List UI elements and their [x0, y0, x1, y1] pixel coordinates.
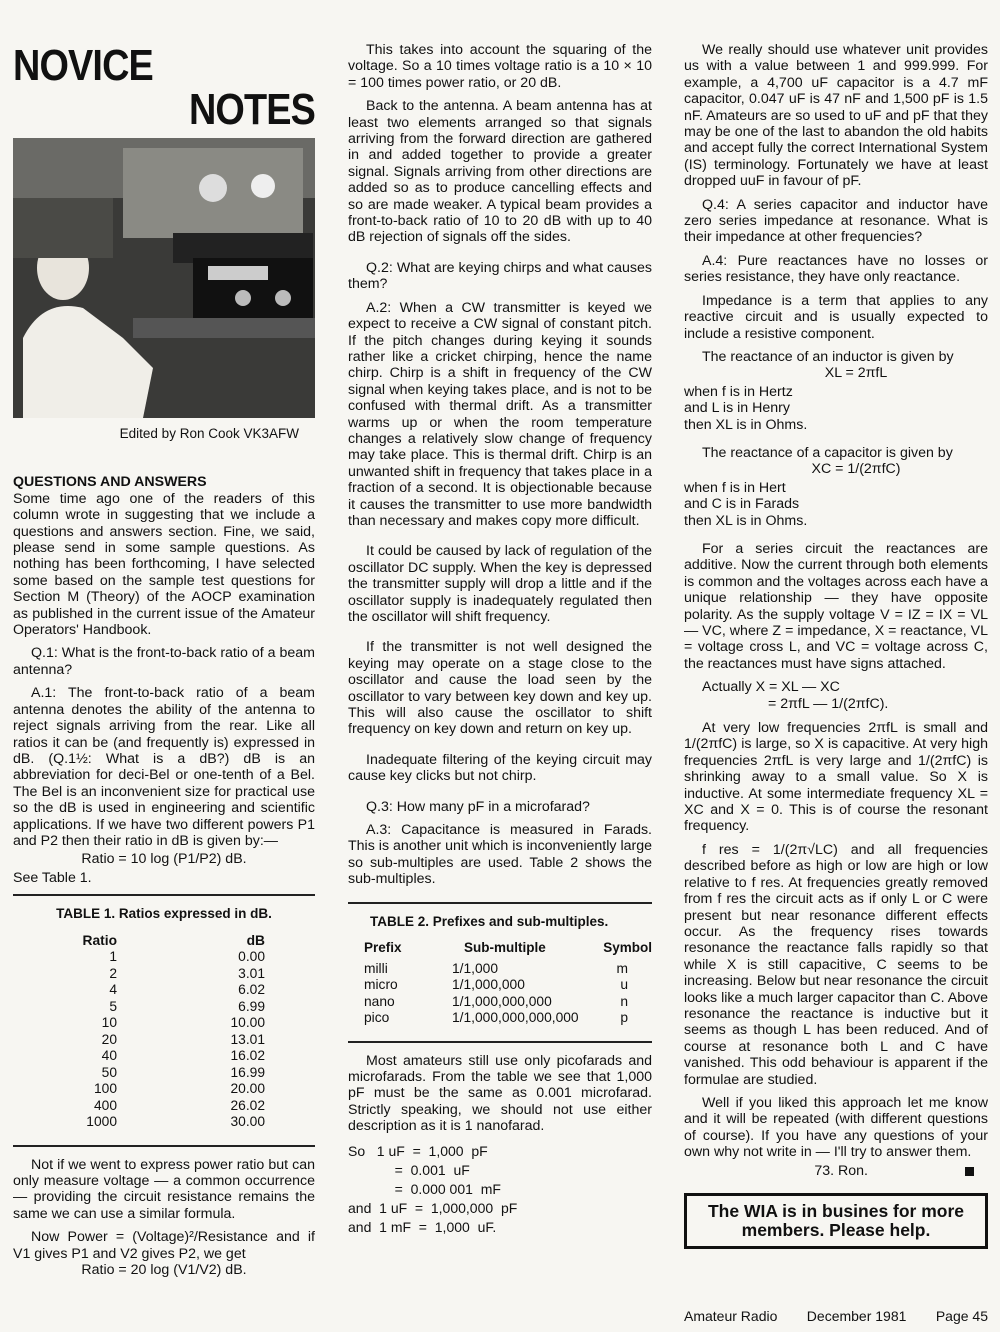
table-1-row: [33, 1048, 265, 1065]
table-2-header-submultiple: Sub-multiple: [464, 940, 546, 956]
equation-line: = 0.001 uF: [348, 1161, 470, 1178]
table-2-cell-symbol: p: [620, 1010, 628, 1026]
table-2-header-symbol: Symbol: [603, 940, 652, 956]
condition-line: and L is in Henry: [684, 400, 790, 417]
equation-line: and 1 mF = 1,000 uF.: [348, 1218, 497, 1235]
table-1-cell-ratio: 4: [109, 982, 117, 998]
title-novice: NOVICE: [13, 41, 153, 90]
table-1-cell-ratio: 10: [101, 1015, 117, 1031]
table-2-cell-submultiple: 1/1,000,000,000,000: [452, 1010, 579, 1026]
paragraph: Inadequate filtering of the keying circuit may cause key clicks but not chirp.: [348, 751, 652, 785]
condition-line: then XL is in Ohms.: [684, 416, 808, 433]
column-2: [348, 42, 652, 1237]
title-notes: NOTES: [188, 85, 315, 134]
paragraph: For a series circuit the reactances are additive. Now the current through both elements is common and the voltages across each have a unique relationship — they have opposite polarity. As the supply voltage V = IZ = IX = VL — VC, where Z = impedance, X = reactance, VL = voltage cross L, and VC = voltage across C, the reactances must have signs attached.: [684, 540, 988, 672]
table-1-cell-db: 20.00: [230, 1081, 265, 1097]
table-1-cell-ratio: 100: [93, 1081, 117, 1097]
paragraph: This takes into account the squaring of the voltage. So a 10 times voltage ratio is a 10 × 10 = 100 times power ratio, or 20 dB.: [348, 42, 652, 91]
formula-xl: XL = 2πfL: [824, 365, 888, 382]
table-1-row: [33, 1032, 265, 1049]
table-1-row: [33, 982, 265, 999]
formula-voltage-ratio: Ratio = 20 log (V1/V2) dB.: [81, 1262, 247, 1278]
divider: [13, 1145, 315, 1147]
answer-4: A.4: Pure reactances have no losses or series resistance, they have only reactance.: [684, 252, 988, 286]
table-1-cell-db: 16.99: [230, 1064, 265, 1080]
paragraph: The reactance of a capacitor is given by: [702, 444, 953, 461]
table-2-cell-prefix: pico: [364, 1010, 390, 1026]
table-1-cell-db: 6.99: [238, 998, 265, 1014]
condition-line: when f is in Hert: [684, 479, 786, 496]
equation-line: and 1 uF = 1,000,000 pF: [348, 1199, 518, 1216]
paragraph: If the transmitter is not well designed the keying may operate on a stage close to the oscillator and cause the load seen by the oscillator to vary between key down and key up. This will also cause the oscillator to shift frequency on key down and return on key up.: [348, 639, 652, 738]
table-2-cell-symbol: u: [620, 977, 628, 993]
paragraph: Most amateurs still use only picofarads and microfarads. From the table we see that 1,000 pF must be the same as 0.001 microfarad. Strictly speaking, we should not use either description as it is 1 nanofarad.: [348, 1052, 652, 1135]
formula-actually-cont: = 2πfL — 1/(2πfC).: [768, 695, 889, 712]
equation-line: So 1 uF = 1,000 pF: [348, 1142, 488, 1159]
table-1-cell-db: 26.02: [230, 1097, 265, 1113]
answer-1: A.1: The front-to-back ratio of a beam antenna denotes the ability of the antenna to reject signals arriving from the rear. Like all ratios it can be (and frequently is) expressed in dB. (Q.1½: What is a dB?) dB is an abbreviation for deci-Bel or one-tenth of a Bel. The Bel is an inconvenient size for practical use so the dB is used in engineering and scientific applications. If we have two different powers P1 and P2 then their ratio in dB is given by:—: [13, 685, 315, 849]
photo-illustration: [13, 138, 315, 418]
paragraph: It could be caused by lack of regulation of the oscillator DC supply. When the key is depressed the transmitter supply will drop a little and if the oscillator supply is inadequately regulated then the oscillator will shift frequency.: [348, 543, 652, 625]
wia-advert-box: The WIA is in busines for more members. Please help.: [684, 1193, 988, 1249]
paragraph: We really should use whatever unit provides us with a value between 1 and 999.999. For example, a 4,700 uF capacitor is a 4.7 mF capacitor, 0.047 uF is 47 nF and 1,500 pF is 1.5 nF. Amateurs are so used to uF and pF that they may be one of the last to abandon the old habits and accept fully the correct International System (IS) terminology. Fortunately we have at least dropped uuF in favour of pF.: [684, 42, 988, 190]
table-2-cell-submultiple: 1/1,000,000,000: [452, 993, 552, 1009]
answer-3: A.3: Capacitance is measured in Farads. This is another unit which is inconveniently large so sub-multiples are used. Table 2 shows the sub-multiples.: [348, 822, 652, 888]
table-2-cell-prefix: nano: [364, 993, 395, 1009]
table-1-cell-ratio: 400: [93, 1097, 117, 1113]
table-1-row: [33, 999, 265, 1016]
question-3: Q.3: How many pF in a microfarad?: [366, 798, 590, 815]
table-1-row: [33, 1114, 265, 1131]
paragraph: Well if you liked this approach let me know and it will be repeated (with different questions of course). If you have any questions of your own why not write in — I'll try to answer them.: [684, 1094, 988, 1161]
paragraph: Back to the antenna. A beam antenna has at least two elements arranged so that signals arriving from the forward direction are gathered in and added together to provide a greater signal. Signals arriving from other directions are added so as to produce cancelling effects and so are made weaker. A typical beam provides a front-to-back ratio of 10 to 20 dB with up to 40 dB rejection of signals off the sides.: [348, 98, 652, 246]
table-1-row: [33, 966, 265, 983]
paragraph-voltage-ratio: Not if we went to express power ratio but can only measure voltage — a common occurrence — providing the circuit resistance remains the same we can use a similar formula.: [13, 1156, 315, 1222]
condition-line: then XL is in Ohms.: [684, 512, 808, 529]
answer-2: A.2: When a CW transmitter is keyed we expect to receive a CW signal of constant pitch. If the pitch changes during keying it sounds rather like a cricket chirping, hence the name chirp. Chirp is a shift in frequency of the CW signal when keying takes place, and is not to be confused with thermal drift. As a transmitter warms up or when the room temperature changes a relatively slow change of frequency may take place. This is thermal drift. Chirp is an unwanted shift in frequency that takes place in a fraction of a second. It is objectionable because it causes the transmitter to use more bandwidth than necessary and makes copy more difficult.: [348, 299, 652, 529]
formula-xc: XC = 1/(2πfC): [811, 461, 901, 478]
table-2-row: [348, 977, 652, 994]
photo-caption: Edited by Ron Cook VK3AFW: [119, 426, 299, 441]
table-2-cell-symbol: n: [620, 993, 628, 1009]
table-2-row: [348, 1010, 652, 1027]
question-2: Q.2: What are keying chirps and what causes them?: [348, 259, 652, 293]
table-1-cell-db: 16.02: [230, 1048, 265, 1064]
table-2: [348, 940, 652, 1027]
divider: [348, 1041, 652, 1043]
table-1-cell-db: 3.01: [238, 965, 265, 981]
table-1-cell-db: 0.00: [238, 949, 265, 965]
paragraph: The reactance of an inductor is given by: [702, 348, 954, 365]
table-1-row: [33, 1098, 265, 1115]
paragraph: Impedance is a term that applies to any reactive circuit and is usually expected to include a resistive component.: [684, 292, 988, 342]
table-2-cell-prefix: milli: [364, 960, 388, 976]
table-1-cell-ratio: 1000: [86, 1114, 117, 1130]
table-2-cell-prefix: micro: [364, 977, 398, 993]
table-1-cell-db: 30.00: [230, 1114, 265, 1130]
signature: 73. Ron.: [814, 1162, 868, 1179]
paragraph: f res = 1/(2π√LC) and all frequencies described before as high or low are high or low relative to f res. At frequencies greatly removed from f res the circuit acts as if only L or C were present but near resonance different effects occur. As the frequency rises towards resonance the reactance falls rapidly so that while X is still capacitive, C seems to be increasing. Below but near resonance the circuit looks like a much larger capacitor than C. Above resonance the reactance is inductive but it seems as though L has been reduced. And of course at resonance both L and C have vanished. This odd behaviour is apparent if the formulae are studied.: [684, 841, 988, 1088]
table-2-row: [348, 961, 652, 978]
table-2-cell-submultiple: 1/1,000: [452, 960, 499, 976]
page-footer: [684, 1308, 988, 1324]
section-heading: QUESTIONS AND ANSWERS: [13, 474, 207, 491]
paragraph-now-power: Now Power = (Voltage)²/Resistance and if V1 gives P1 and V2 gives P2, we get: [13, 1229, 315, 1262]
table-1-cell-ratio: 5: [109, 998, 117, 1014]
table-1-header-db: dB: [246, 932, 265, 948]
question-1: Q.1: What is the front-to-back ratio of a beam antenna?: [13, 645, 315, 678]
table-2-title: TABLE 2. Prefixes and sub-multiples.: [370, 913, 609, 929]
photo-operator-at-station: [13, 138, 315, 418]
table-1-cell-ratio: 20: [101, 1031, 117, 1047]
footer-date: December 1981: [806, 1308, 907, 1324]
formula-power-ratio: Ratio = 10 log (P1/P2) dB.: [81, 851, 247, 868]
table-2-header-prefix: Prefix: [364, 940, 402, 956]
condition-line: and C is in Farads: [684, 496, 800, 513]
footer-page: Page 45: [935, 1308, 988, 1324]
table-1-row: [33, 1081, 265, 1098]
table-2-cell-submultiple: 1/1,000,000: [452, 977, 525, 993]
table-1: [33, 933, 265, 1131]
equation-line: = 0.000 001 mF: [348, 1180, 501, 1197]
table-1-cell-ratio: 40: [101, 1048, 117, 1064]
table-1-cell-ratio: 2: [109, 965, 117, 981]
table-1-cell-ratio: 1: [109, 949, 117, 965]
table-1-cell-db: 6.02: [238, 982, 265, 998]
see-table-1: See Table 1.: [13, 869, 92, 886]
table-1-cell-ratio: 50: [101, 1064, 117, 1080]
column-3: [684, 42, 988, 1249]
condition-line: when f is in Hertz: [684, 383, 793, 400]
table-2-cell-symbol: m: [616, 960, 628, 976]
end-mark: [965, 1167, 974, 1176]
question-4: Q.4: A series capacitor and inductor have zero series impedance at resonance. What is their impedance at other frequencies?: [684, 196, 988, 246]
table-2-row: [348, 994, 652, 1011]
table-1-cell-db: 10.00: [230, 1015, 265, 1031]
table-1-cell-db: 13.01: [230, 1031, 265, 1047]
formula-actually: Actually X = XL — XC: [702, 679, 840, 696]
intro-paragraph: Some time ago one of the readers of this column wrote in suggesting that we include a questions and answers section. Fine, we said, please send in some sample questions. As nothing has been forthcoming, I have selected some based on the sample test questions for Section M (Theory) of the AOCP examination as published in the current issue of the Amateur Operators' Handbook.: [13, 490, 315, 639]
table-1-row: [33, 1065, 265, 1082]
paragraph: At very low frequencies 2πfL is small and 1/(2πfC) is large, so X is capacitive. At very high frequencies 2πfL is very large and 1/(2πfC) is shrinking away to a small value. So X is inductive. At some intermediate frequency XL = XC and X = 0. This is of course the resonant frequency.: [684, 720, 988, 835]
table-1-row: [33, 949, 265, 966]
footer-publication: Amateur Radio: [684, 1308, 778, 1324]
divider: [348, 902, 652, 904]
column-1: [13, 40, 315, 1280]
table-1-title: TABLE 1. Ratios expressed in dB.: [56, 906, 272, 922]
divider: [13, 894, 315, 896]
table-1-row: [33, 1015, 265, 1032]
table-1-header-ratio: Ratio: [82, 932, 117, 948]
